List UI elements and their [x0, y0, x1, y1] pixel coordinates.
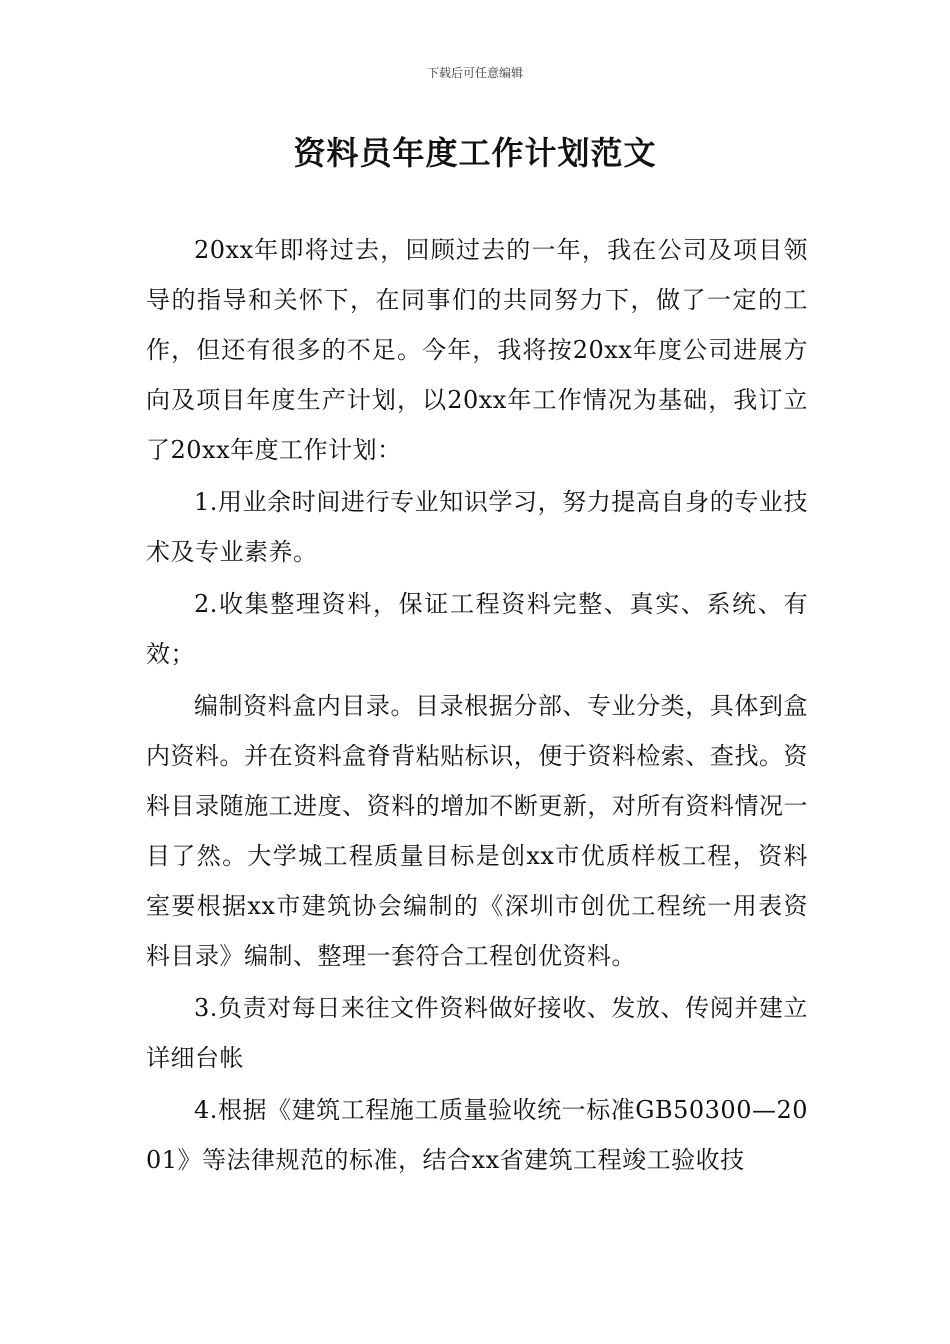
paragraph-item-4: 4.根据《建筑工程施工质量验收统一标准GB50300—2001》等法律规范的标准，结合xx省建筑工程竣工验收技: [146, 1096, 808, 1174]
paragraph-intro: 20xx年即将过去，回顾过去的一年，我在公司及项目领导的指导和关怀下，在同事们的共同努力下，做了一定的工作，但还有很多的不足。今年，我将按20xx年度公司进展方向及项目年度生产计划，以20xx年工作情况为基础，我订立了20xx年度工作计划：: [146, 236, 808, 464]
paragraph-item-1: 1.用业余时间进行专业知识学习，努力提高自身的专业技术及专业素养。: [146, 488, 808, 566]
paragraph-catalog: 编制资料盒内目录。目录根据分部、专业分类，具体到盒内资料。并在资料盒脊背粘贴标识，便于资料检索、查找。资料目录随施工进度、资料的增加不断更新，对所有资料情况一目了然。大学城工程质量目标是创xx市优质样板工程，资料室要根据xx市建筑协会编制的《深圳市创优工程统一用表资料目录》编制、整理一套符合工程创优资料。: [146, 692, 808, 970]
document-title: 资料员年度工作计划范文: [293, 134, 657, 172]
header-note: 下载后可任意编辑: [426, 66, 523, 80]
paragraph-item-3: 3.负责对每日来往文件资料做好接收、发放、传阅并建立详细台帐: [146, 994, 808, 1072]
paragraph-item-2: 2.收集整理资料，保证工程资料完整、真实、系统、有效；: [146, 590, 808, 668]
document-body: [146, 225, 808, 1187]
